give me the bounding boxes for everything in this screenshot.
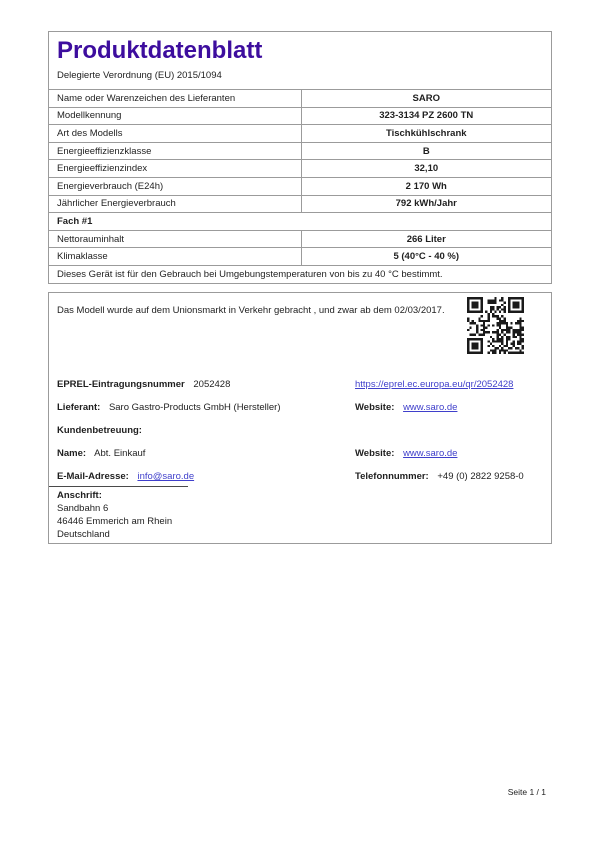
table-row <box>49 195 551 213</box>
table-row <box>49 248 551 266</box>
email-link[interactable]: info@saro.de <box>137 471 195 482</box>
spec-label: Modellkennung <box>49 107 301 125</box>
email-label: E-Mail-Adresse: <box>57 471 129 482</box>
qr-code <box>467 297 524 354</box>
compartment-header: Fach #1 <box>49 213 551 231</box>
usage-note: Dieses Gerät ist für den Gebrauch bei Umgebungstemperaturen von bis zu 40 °C bestimmt. <box>49 265 551 282</box>
address-label: Anschrift: <box>57 490 102 501</box>
spec-label: Energieeffizienzklasse <box>49 142 301 160</box>
contact-name-label: Name: <box>57 448 87 459</box>
table-row <box>49 90 551 108</box>
contact-name-value: Abt. Einkauf <box>94 448 146 459</box>
spec-table <box>49 89 551 283</box>
supplier-row <box>57 401 543 414</box>
customer-care-label: Kundenbetreuung: <box>57 425 142 436</box>
supplier-value: Saro Gastro-Products GmbH (Hersteller) <box>108 402 281 413</box>
eprel-label: EPREL-Eintragungsnummer <box>57 379 185 390</box>
spec-label: Energieeffizienzindex <box>49 160 301 178</box>
table-row <box>49 142 551 160</box>
usage-note-row <box>49 265 551 282</box>
email-row <box>57 470 543 483</box>
table-row <box>49 177 551 195</box>
phone-value: +49 (0) 2822 9258-0 <box>437 471 524 482</box>
website-link[interactable]: www.saro.de <box>403 448 458 459</box>
regulation-subtitle: Delegierte Verordnung (EU) 2015/1094 <box>57 69 222 81</box>
spec-label: Name oder Warenzeichen des Lieferanten <box>49 90 301 108</box>
table-row <box>49 107 551 125</box>
customer-care-row <box>57 424 543 437</box>
page-number: Seite 1 / 1 <box>507 787 546 797</box>
phone-label: Telefonnummer: <box>355 471 429 482</box>
spec-value: 323-3134 PZ 2600 TN <box>301 107 551 125</box>
address-divider <box>49 486 188 487</box>
table-row <box>49 230 551 248</box>
market-placement-note: Das Modell wurde auf dem Unionsmarkt in Verkehr gebracht , und zwar ab dem 02/03/2017. <box>57 305 445 316</box>
spec-value: 32,10 <box>301 160 551 178</box>
spec-box <box>48 31 552 284</box>
compartment-header-row <box>49 213 551 231</box>
address-line: Deutschland <box>57 529 110 540</box>
address-line: Sandbahn 6 <box>57 503 109 514</box>
table-row <box>49 160 551 178</box>
contact-name-row <box>57 447 543 460</box>
eprel-number: 2052428 <box>193 379 231 390</box>
table-row <box>49 125 551 143</box>
address-block <box>57 489 172 541</box>
supplier-box <box>48 292 552 544</box>
spec-value: Tischkühlschrank <box>301 125 551 143</box>
spec-value: 792 kWh/Jahr <box>301 195 551 213</box>
spec-value: SARO <box>301 90 551 108</box>
spec-label: Jährlicher Energieverbrauch <box>49 195 301 213</box>
eprel-row <box>57 378 543 391</box>
website-link[interactable]: www.saro.de <box>403 402 458 413</box>
spec-value: 266 Liter <box>301 230 551 248</box>
eprel-link[interactable]: https://eprel.ec.europa.eu/qr/2052428 <box>355 379 514 390</box>
spec-value: 2 170 Wh <box>301 177 551 195</box>
spec-label: Klimaklasse <box>49 248 301 266</box>
spec-label: Energieverbrauch (E24h) <box>49 177 301 195</box>
website-label: Website: <box>355 402 395 413</box>
spec-label: Art des Modells <box>49 125 301 143</box>
spec-label: Nettorauminhalt <box>49 230 301 248</box>
address-line: 46446 Emmerich am Rhein <box>57 516 173 527</box>
website-label: Website: <box>355 448 395 459</box>
page-title: Produktdatenblatt <box>57 37 263 64</box>
spec-value: B <box>301 142 551 160</box>
document-header <box>49 32 551 89</box>
supplier-label: Lieferant: <box>57 402 101 413</box>
spec-value: 5 (40°C - 40 %) <box>301 248 551 266</box>
